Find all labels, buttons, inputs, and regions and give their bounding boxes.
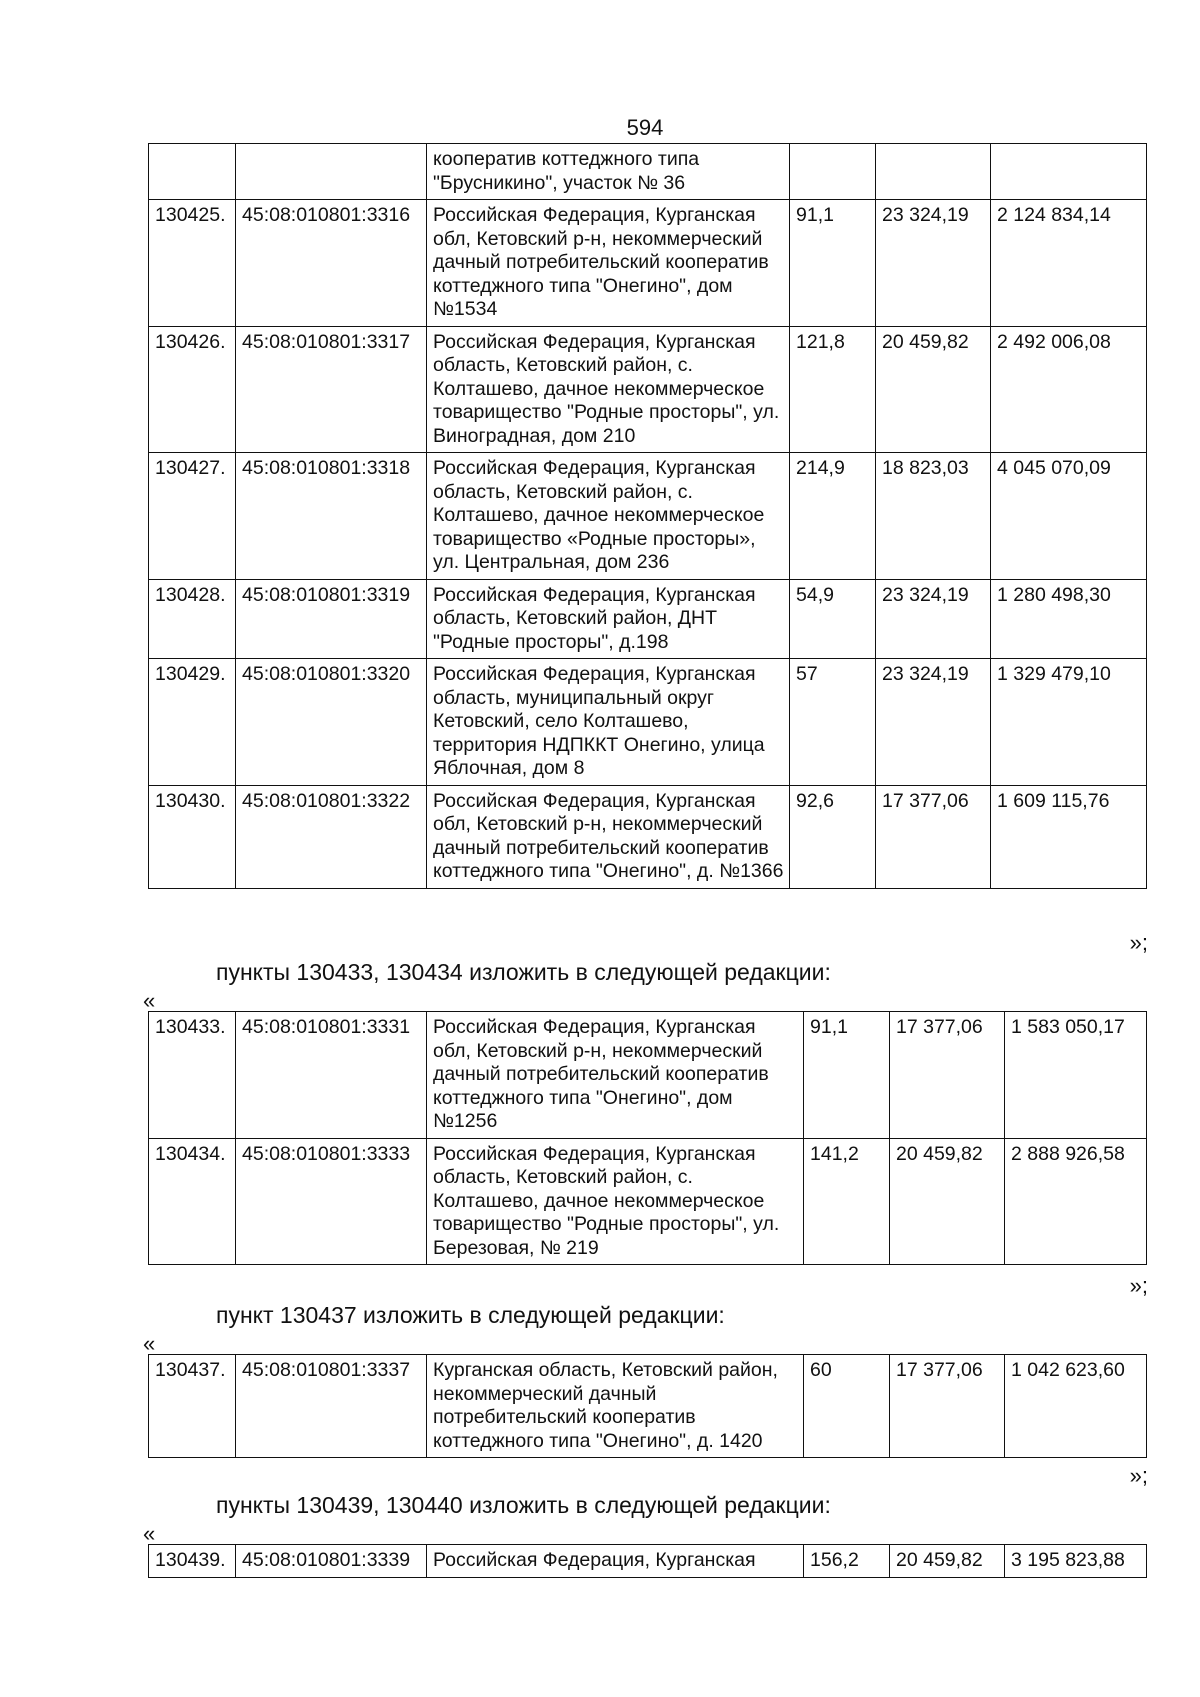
register-table-1: [148, 143, 1147, 889]
cadastral-value-cell: 1 042 623,60: [1005, 1355, 1147, 1458]
area-cell: 214,9: [790, 453, 876, 580]
table-row: [149, 1355, 1147, 1458]
address-cell: Курганская область, Кетовский район, некоммерческий дачный потребительский кооператив коттеджного типа "Онегино", д. 1420: [427, 1355, 804, 1458]
cadastral-value-cell: 1 583 050,17: [1005, 1012, 1147, 1139]
closing-quote: »;: [1129, 1273, 1148, 1298]
cadastral-number-cell: 45:08:010801:3318: [236, 453, 427, 580]
cadastral-value-cell: 1 329 479,10: [991, 659, 1147, 786]
unit-price-cell: [876, 144, 991, 200]
unit-price-cell: 23 324,19: [876, 579, 991, 659]
cadastral-number-cell: 45:08:010801:3333: [236, 1138, 427, 1265]
opening-quote: «: [143, 1521, 156, 1546]
area-cell: 121,8: [790, 326, 876, 453]
row-number-cell: 130426.: [149, 326, 236, 453]
area-cell: 57: [790, 659, 876, 786]
row-number-cell: 130429.: [149, 659, 236, 786]
cadastral-number-cell: [236, 144, 427, 200]
cadastral-value-cell: 2 492 006,08: [991, 326, 1147, 453]
table-row: [149, 144, 1147, 200]
table-row: [149, 326, 1147, 453]
address-cell: кооператив коттеджного типа "Брусникино", участок № 36: [427, 144, 790, 200]
address-cell: Российская Федерация, Курганская область, муниципальный округ Кетовский, село Колташево, территория НДПККТ Онегино, улица Яблочная, дом 8: [427, 659, 790, 786]
register-table-2: [148, 1011, 1147, 1265]
cadastral-number-cell: 45:08:010801:3322: [236, 785, 427, 888]
cadastral-value-cell: 1 609 115,76: [991, 785, 1147, 888]
table-row: [149, 785, 1147, 888]
closing-quote: »;: [1129, 930, 1148, 955]
address-cell: Российская Федерация, Курганская область, Кетовский район, ДНТ "Родные просторы", д.198: [427, 579, 790, 659]
closing-quote: »;: [1129, 1463, 1148, 1488]
address-cell: Российская Федерация, Курганская: [427, 1545, 804, 1578]
amendment-instruction: пункты 130433, 130434 изложить в следующей редакции:: [216, 959, 831, 985]
row-number-cell: 130430.: [149, 785, 236, 888]
table-row: [149, 1545, 1147, 1578]
unit-price-cell: 23 324,19: [876, 659, 991, 786]
row-number-cell: 130425.: [149, 200, 236, 327]
address-cell: Российская Федерация, Курганская обл, Кетовский р-н, некоммерческий дачный потребительский кооператив коттеджного типа "Онегино", дом №1256: [427, 1012, 804, 1139]
table-row: [149, 659, 1147, 786]
cadastral-value-cell: 2 888 926,58: [1005, 1138, 1147, 1265]
table-row: [149, 579, 1147, 659]
unit-price-cell: 20 459,82: [876, 326, 991, 453]
area-cell: 54,9: [790, 579, 876, 659]
cadastral-value-cell: 1 280 498,30: [991, 579, 1147, 659]
cadastral-number-cell: 45:08:010801:3337: [236, 1355, 427, 1458]
cadastral-number-cell: 45:08:010801:3317: [236, 326, 427, 453]
cadastral-number-cell: 45:08:010801:3319: [236, 579, 427, 659]
table-row: [149, 1012, 1147, 1139]
area-cell: 60: [804, 1355, 890, 1458]
amendment-instruction: пункты 130439, 130440 изложить в следующей редакции:: [216, 1492, 831, 1518]
cadastral-value-cell: 2 124 834,14: [991, 200, 1147, 327]
area-cell: 91,1: [790, 200, 876, 327]
row-number-cell: 130428.: [149, 579, 236, 659]
unit-price-cell: 20 459,82: [890, 1138, 1005, 1265]
table-row: [149, 1138, 1147, 1265]
cadastral-value-cell: 3 195 823,88: [1005, 1545, 1147, 1578]
opening-quote: «: [143, 988, 156, 1013]
area-cell: 92,6: [790, 785, 876, 888]
unit-price-cell: 17 377,06: [890, 1012, 1005, 1139]
cadastral-value-cell: 4 045 070,09: [991, 453, 1147, 580]
register-table-3: [148, 1354, 1147, 1458]
address-cell: Российская Федерация, Курганская область, Кетовский район, с. Колташево, дачное некоммерческое товарищество "Родные просторы", ул. Березовая, № 219: [427, 1138, 804, 1265]
area-cell: 91,1: [804, 1012, 890, 1139]
cadastral-number-cell: 45:08:010801:3320: [236, 659, 427, 786]
table-row: [149, 453, 1147, 580]
opening-quote: «: [143, 1331, 156, 1356]
cadastral-number-cell: 45:08:010801:3331: [236, 1012, 427, 1139]
area-cell: 141,2: [804, 1138, 890, 1265]
unit-price-cell: 23 324,19: [876, 200, 991, 327]
row-number-cell: [149, 144, 236, 200]
table-row: [149, 200, 1147, 327]
unit-price-cell: 20 459,82: [890, 1545, 1005, 1578]
row-number-cell: 130434.: [149, 1138, 236, 1265]
page-number: 594: [626, 115, 664, 140]
area-cell: 156,2: [804, 1545, 890, 1578]
unit-price-cell: 18 823,03: [876, 453, 991, 580]
row-number-cell: 130439.: [149, 1545, 236, 1578]
cadastral-value-cell: [991, 144, 1147, 200]
address-cell: Российская Федерация, Курганская область, Кетовский район, с. Колташево, дачное некоммерческое товарищество "Родные просторы", ул. Виноградная, дом 210: [427, 326, 790, 453]
unit-price-cell: 17 377,06: [876, 785, 991, 888]
amendment-instruction: пункт 130437 изложить в следующей редакции:: [216, 1302, 725, 1328]
row-number-cell: 130427.: [149, 453, 236, 580]
row-number-cell: 130433.: [149, 1012, 236, 1139]
address-cell: Российская Федерация, Курганская обл, Кетовский р-н, некоммерческий дачный потребительский кооператив коттеджного типа "Онегино", д. №1366: [427, 785, 790, 888]
register-table-4: [148, 1544, 1147, 1578]
address-cell: Российская Федерация, Курганская обл, Кетовский р-н, некоммерческий дачный потребительский кооператив коттеджного типа "Онегино", дом №1534: [427, 200, 790, 327]
unit-price-cell: 17 377,06: [890, 1355, 1005, 1458]
row-number-cell: 130437.: [149, 1355, 236, 1458]
cadastral-number-cell: 45:08:010801:3316: [236, 200, 427, 327]
address-cell: Российская Федерация, Курганская область, Кетовский район, с. Колташево, дачное некоммерческое товарищество «Родные просторы», ул. Центральная, дом 236: [427, 453, 790, 580]
area-cell: [790, 144, 876, 200]
cadastral-number-cell: 45:08:010801:3339: [236, 1545, 427, 1578]
